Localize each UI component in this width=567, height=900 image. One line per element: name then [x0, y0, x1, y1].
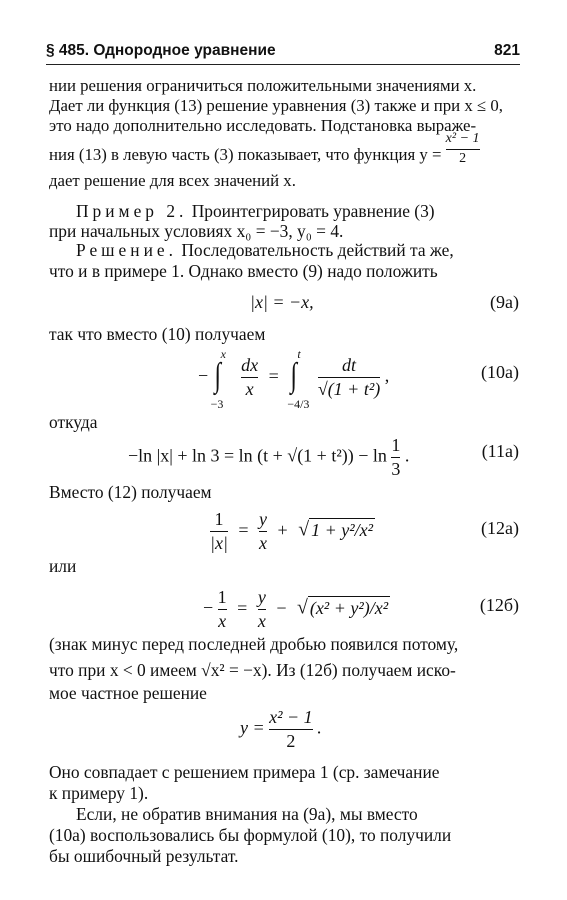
equation-number: (12б)	[479, 595, 519, 615]
equation-final	[240, 708, 322, 751]
fraction: $\frac{1}{x}$	[217, 587, 227, 631]
example-heading	[76, 203, 435, 220]
radicand: (x² + y²)/x²	[309, 597, 389, 618]
text-line: бы ошибочный результат.	[49, 846, 239, 866]
text-line: (10а) воспользовались бы формулой (10), то получили	[49, 825, 452, 845]
equation-lhs: y =	[240, 717, 265, 738]
fraction: $\frac{y}{x}$	[259, 509, 268, 553]
text-line: что при x < 0 имеем √x² = −x). Из (12б) получаем иско-	[49, 660, 456, 680]
text-line: мое частное решение	[49, 683, 207, 703]
text-line: что и в примере 1. Однако вместо (9) надо положить	[49, 261, 438, 281]
text-line: Дает ли функция (13) решение уравнения (3) также и при x ≤ 0,	[49, 96, 503, 115]
text-line: Если, не обратив внимания на (9а), мы вместо	[76, 804, 418, 824]
fraction-denominator: 2	[459, 150, 467, 166]
text-line: или	[49, 556, 77, 576]
text-fragment: ния (13) в левую часть (3) показывает, что функция y =	[49, 145, 442, 165]
text-line: дает решение для всех значений x.	[49, 171, 296, 190]
comma: ,	[384, 365, 390, 386]
section-title: § 485. Однородное уравнение	[46, 42, 276, 59]
equation-9a: |x| = −x,	[250, 292, 314, 312]
fraction: $\frac{dt}{\text{√(1 + t²)}}$	[317, 355, 381, 399]
equation-12a	[210, 510, 375, 553]
equation-number: (11а)	[481, 441, 519, 461]
equation-number: (12а)	[481, 518, 519, 538]
solution-text: Последовательность действий та же,	[181, 240, 454, 260]
radicand: 1 + y²/x²	[311, 519, 373, 540]
fraction: $\frac{1}{3}$	[391, 435, 401, 479]
radical-sign: √	[296, 596, 308, 619]
equation-10a	[198, 347, 390, 412]
plus-sign: +	[277, 519, 288, 540]
equation-12b: − $\frac{1}{x}$ = $\frac{y}{x}$ − √ (x² + y²)/x²	[203, 587, 389, 631]
integral-sign: ∫ t −4/3	[287, 347, 310, 412]
text-line	[49, 131, 480, 166]
example-label: Пример 2.	[76, 201, 188, 221]
text-line: это надо дополнительно исследовать. Подстановка выраже-	[49, 116, 477, 135]
equals-sign: =	[238, 519, 249, 540]
text-line: к примеру 1).	[49, 783, 149, 803]
text-line: так что вместо (10) получаем	[49, 324, 266, 344]
header-rule	[46, 64, 520, 65]
page-header	[46, 40, 520, 64]
example-text: Проинтегрировать уравнение (3)	[191, 201, 435, 221]
text-line: откуда	[49, 412, 98, 432]
radical-sign: √	[298, 518, 310, 541]
text-line: Вместо (12) получаем	[49, 482, 212, 502]
equals-sign: =	[268, 365, 279, 386]
fraction-numerator: x² − 1	[445, 131, 480, 146]
fraction: $\frac{\text{x² − 1}}{2}$	[269, 707, 313, 751]
page-number: 821	[494, 42, 520, 59]
equation-number: (9а)	[490, 292, 519, 312]
fraction: $\frac{1}{|x|}$	[210, 509, 228, 553]
fraction	[446, 132, 480, 166]
period: .	[404, 445, 410, 466]
solution-label: Решение.	[76, 240, 177, 260]
period: .	[317, 717, 322, 738]
solution-heading	[76, 242, 454, 259]
text-line: при начальных условиях x₀ = −3, y₀ = 4.	[49, 221, 344, 241]
text-line: (знак минус перед последней дробью появился потому,	[49, 634, 459, 654]
text-line: нии решения ограничиться положительными значениями x.	[49, 76, 477, 95]
fraction: $\frac{dx}{x}$	[241, 355, 259, 399]
equation-body: −ln |x| + ln 3 = ln (t + √(1 + t²)) − ln	[128, 445, 387, 466]
fraction: $\frac{y}{x}$	[257, 587, 266, 631]
integral-sign: ∫ x −3	[210, 347, 226, 412]
equation-11a	[128, 436, 409, 479]
text-line: Оно совпадает с решением примера 1 (ср. замечание	[49, 762, 440, 782]
minus-sign: −	[198, 365, 209, 386]
equation-number: (10а)	[481, 362, 519, 382]
